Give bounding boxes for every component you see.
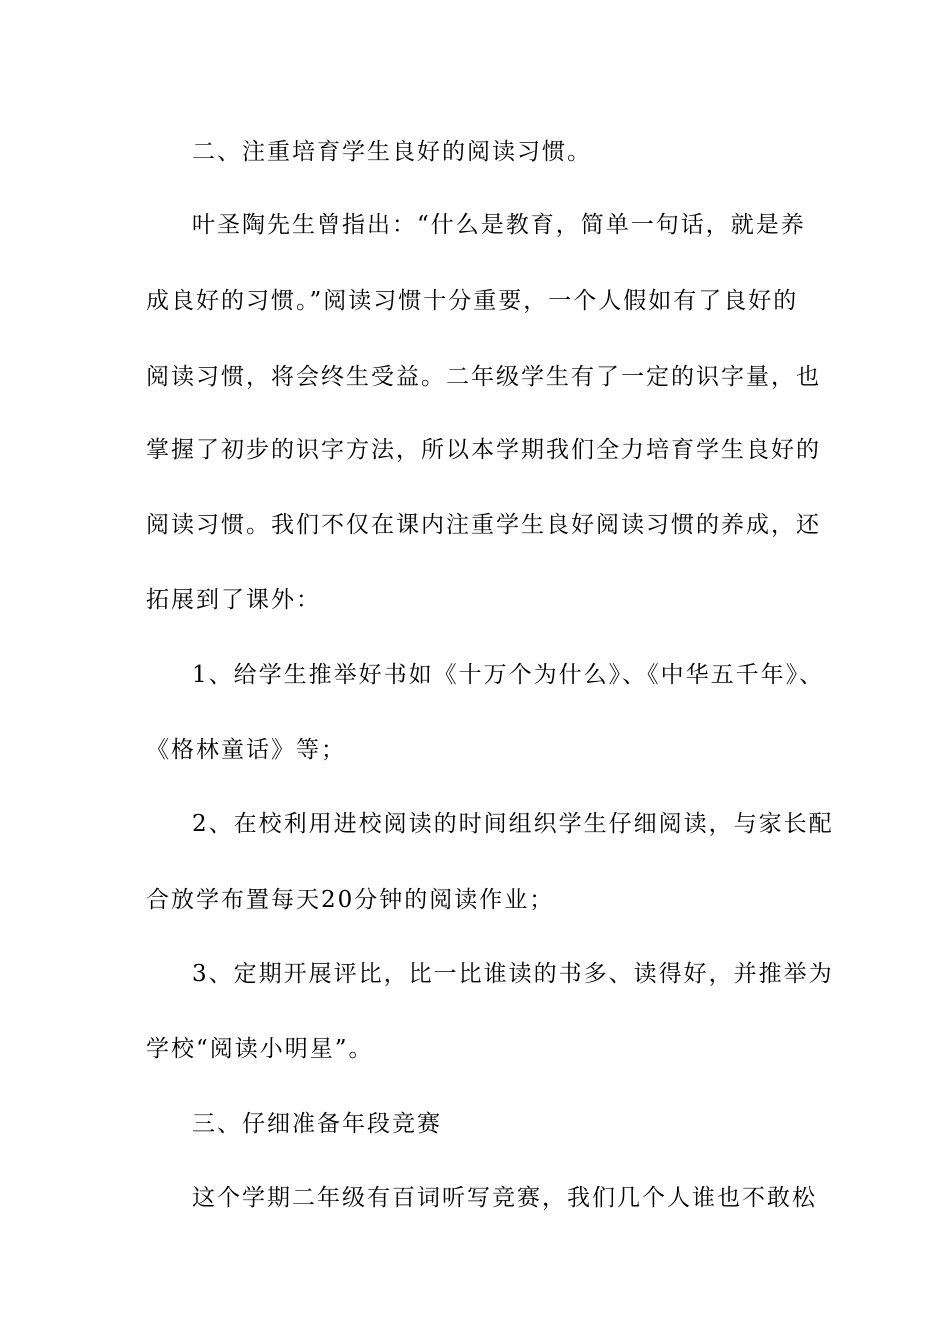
paragraph-line: 阅读习惯，将会终生受益。二年级学生有了一定的识字量，也 — [146, 364, 821, 390]
paragraph-line: 拓展到了课外： — [146, 587, 321, 613]
list-item-3-continuation: 学校“阅读小明星”。 — [146, 1036, 374, 1062]
paragraph-line: 掌握了初步的识字方法，所以本学期我们全力培育学生良好的 — [146, 437, 821, 463]
list-item-2-continuation: 合放学布置每天20分钟的阅读作业； — [146, 887, 555, 913]
list-item-1-continuation: 《格林童话》等； — [146, 737, 346, 763]
list-item-3: 3、定期开展评比，比一比谁读的书多、读得好，并推举为 — [192, 961, 834, 987]
list-item-1: 1、给学生推举好书如《十万个为什么》、《中华五千年》、 — [192, 662, 825, 688]
paragraph-line: 成良好的习惯。”阅读习惯十分重要，一个人假如有了良好的 — [146, 288, 799, 314]
section-heading-2: 二、注重培育学生良好的阅读习惯。 — [192, 139, 592, 165]
paragraph-line: 阅读习惯。我们不仅在课内注重学生良好阅读习惯的养成，还 — [146, 512, 821, 538]
list-item-2: 2、在校利用进校阅读的时间组织学生仔细阅读，与家长配 — [192, 811, 834, 837]
paragraph-line: 这个学期二年级有百词听写竞赛，我们几个人谁也不敢松 — [192, 1185, 817, 1211]
section-heading-3: 三、仔细准备年段竞赛 — [192, 1111, 442, 1137]
paragraph-line: 叶圣陶先生曾指出：“什么是教育，简单一句话，就是养 — [192, 212, 806, 238]
